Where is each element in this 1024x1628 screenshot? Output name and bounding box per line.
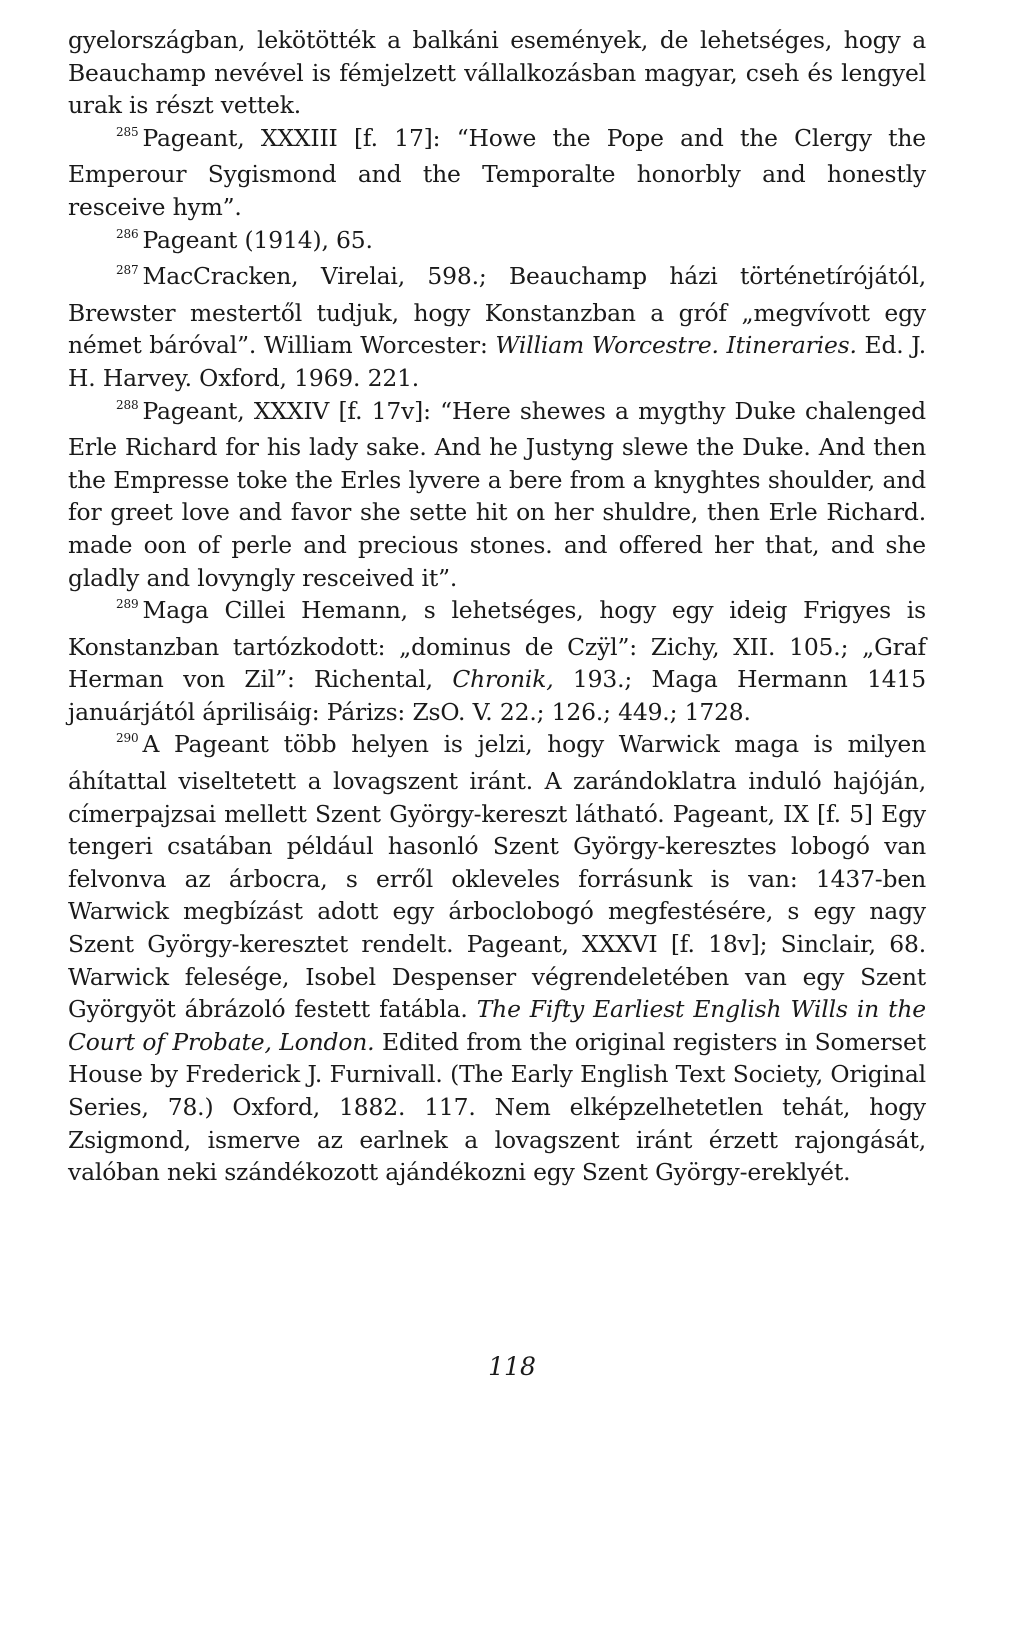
text-run: Maga Cillei Hemann, s lehetséges, hogy egy ideig Frigyes is Konstanzban tartózkodott: „dominus de Czÿl”: Zichy, XII. 105.; „Graf Herman von Zil”: Richental, xyxy=(68,596,926,694)
footnote-285 xyxy=(68,122,926,224)
text-run: Pageant (1914), 65. xyxy=(142,225,373,254)
footnote-number: 285 xyxy=(116,124,139,139)
page-number: 118 xyxy=(488,1352,536,1381)
footnote-287 xyxy=(68,260,926,394)
footnote-text xyxy=(68,262,926,392)
footnote-text xyxy=(142,226,372,254)
footnote-text xyxy=(68,397,926,592)
footnote-number: 288 xyxy=(116,397,139,412)
italic-title: Chronik, xyxy=(452,665,554,694)
page-body xyxy=(68,24,926,1189)
continued-paragraph: gyelországban, lekötötték a balkáni események, de lehetséges, hogy a Beauchamp nevével is fémjelzett vállalkozásban magyar, cseh és lengyel urak is részt vettek. xyxy=(68,26,926,120)
footnote-290 xyxy=(68,728,926,1188)
italic-title: William Worcestre. Itineraries. xyxy=(495,331,857,360)
footnote-number: 287 xyxy=(116,263,139,278)
text-run: Pageant, XXXIV [f. 17v]: “Here shewes a mygthy Duke chalenged Erle Richard for his lady sake. And he Justyng slewe the Duke. And then the Empresse toke the Erles lyvere a bere from a knyghtes shoulder, and for greet love and favor she sette hit on her shuldre, then Erle Richard. made oon of perle and precious stones. and offered her that, and she gladly and lovyngly resceived it”. xyxy=(68,396,926,592)
footnote-text xyxy=(68,730,926,1186)
text-run: Ed. J. H. Harvey. Oxford, 1969. 221. xyxy=(68,331,926,392)
footnote-text xyxy=(68,124,926,221)
footnote-286 xyxy=(68,224,926,261)
text-run: 193.; Maga Hermann 1415 januárjától áprilisáig: Párizs: ZsO. V. 22.; 126.; 449.; 1728. xyxy=(68,665,926,726)
text-run: Edited from the original registers in Somerset House by Frederick J. Furnivall. (The Early English Text Society, Original Series, 78.) Oxford, 1882. 117. Nem elképzelhetetlen tehát, hogy Zsigmond, ismerve az earlnek a lovagszent iránt érzett rajongását, valóban neki szándékozott ajándékozni egy Szent György-ereklyét. xyxy=(68,1027,926,1187)
footnote-number: 286 xyxy=(116,226,139,241)
text-run: A Pageant több helyen is jelzi, hogy Warwick maga is milyen áhítattal viseltetett a lovagszent iránt. A zarándoklatra induló hajóján, címerpajzsai mellett Szent György-kereszt látható. Pageant, IX [f. 5] Egy tengeri csatában például hasonló Szent György-keresztes lobogó van felvonva az árbocra, s erről okleveles forrásunk is van: 1437-ben Warwick megbízást adott egy árboclobogó megfestésére, s egy nagy Szent György-keresztet rendelt. Pageant, XXXVI [f. 18v]; Sinclair, 68. Warwick felesége, Isobel Despenser végrendeletében van egy Szent Györgyöt ábrázoló festett fatábla. xyxy=(68,730,926,1024)
footnote-number: 290 xyxy=(116,731,139,746)
text-run: MacCracken, Virelai, 598.; Beauchamp házi történetírójától, Brewster mestertől tudjuk, hogy Konstanzban a gróf „megvívott egy német báróval”. William Worcester: xyxy=(68,262,926,360)
footnote-number: 289 xyxy=(116,597,139,612)
footnote-288 xyxy=(68,395,926,595)
text-run: Pageant, XXXIII [f. 17]: “Howe the Pope and the Clergy the Emperour Sygismond and the Temporalte honorbly and honestly resceive hym”. xyxy=(68,123,926,221)
footnotes-list xyxy=(68,122,926,1189)
footnote-289 xyxy=(68,594,926,728)
italic-title: The Fifty Earliest English Wills in the Court of Probate, London. xyxy=(68,995,926,1056)
footnote-text xyxy=(68,596,926,726)
